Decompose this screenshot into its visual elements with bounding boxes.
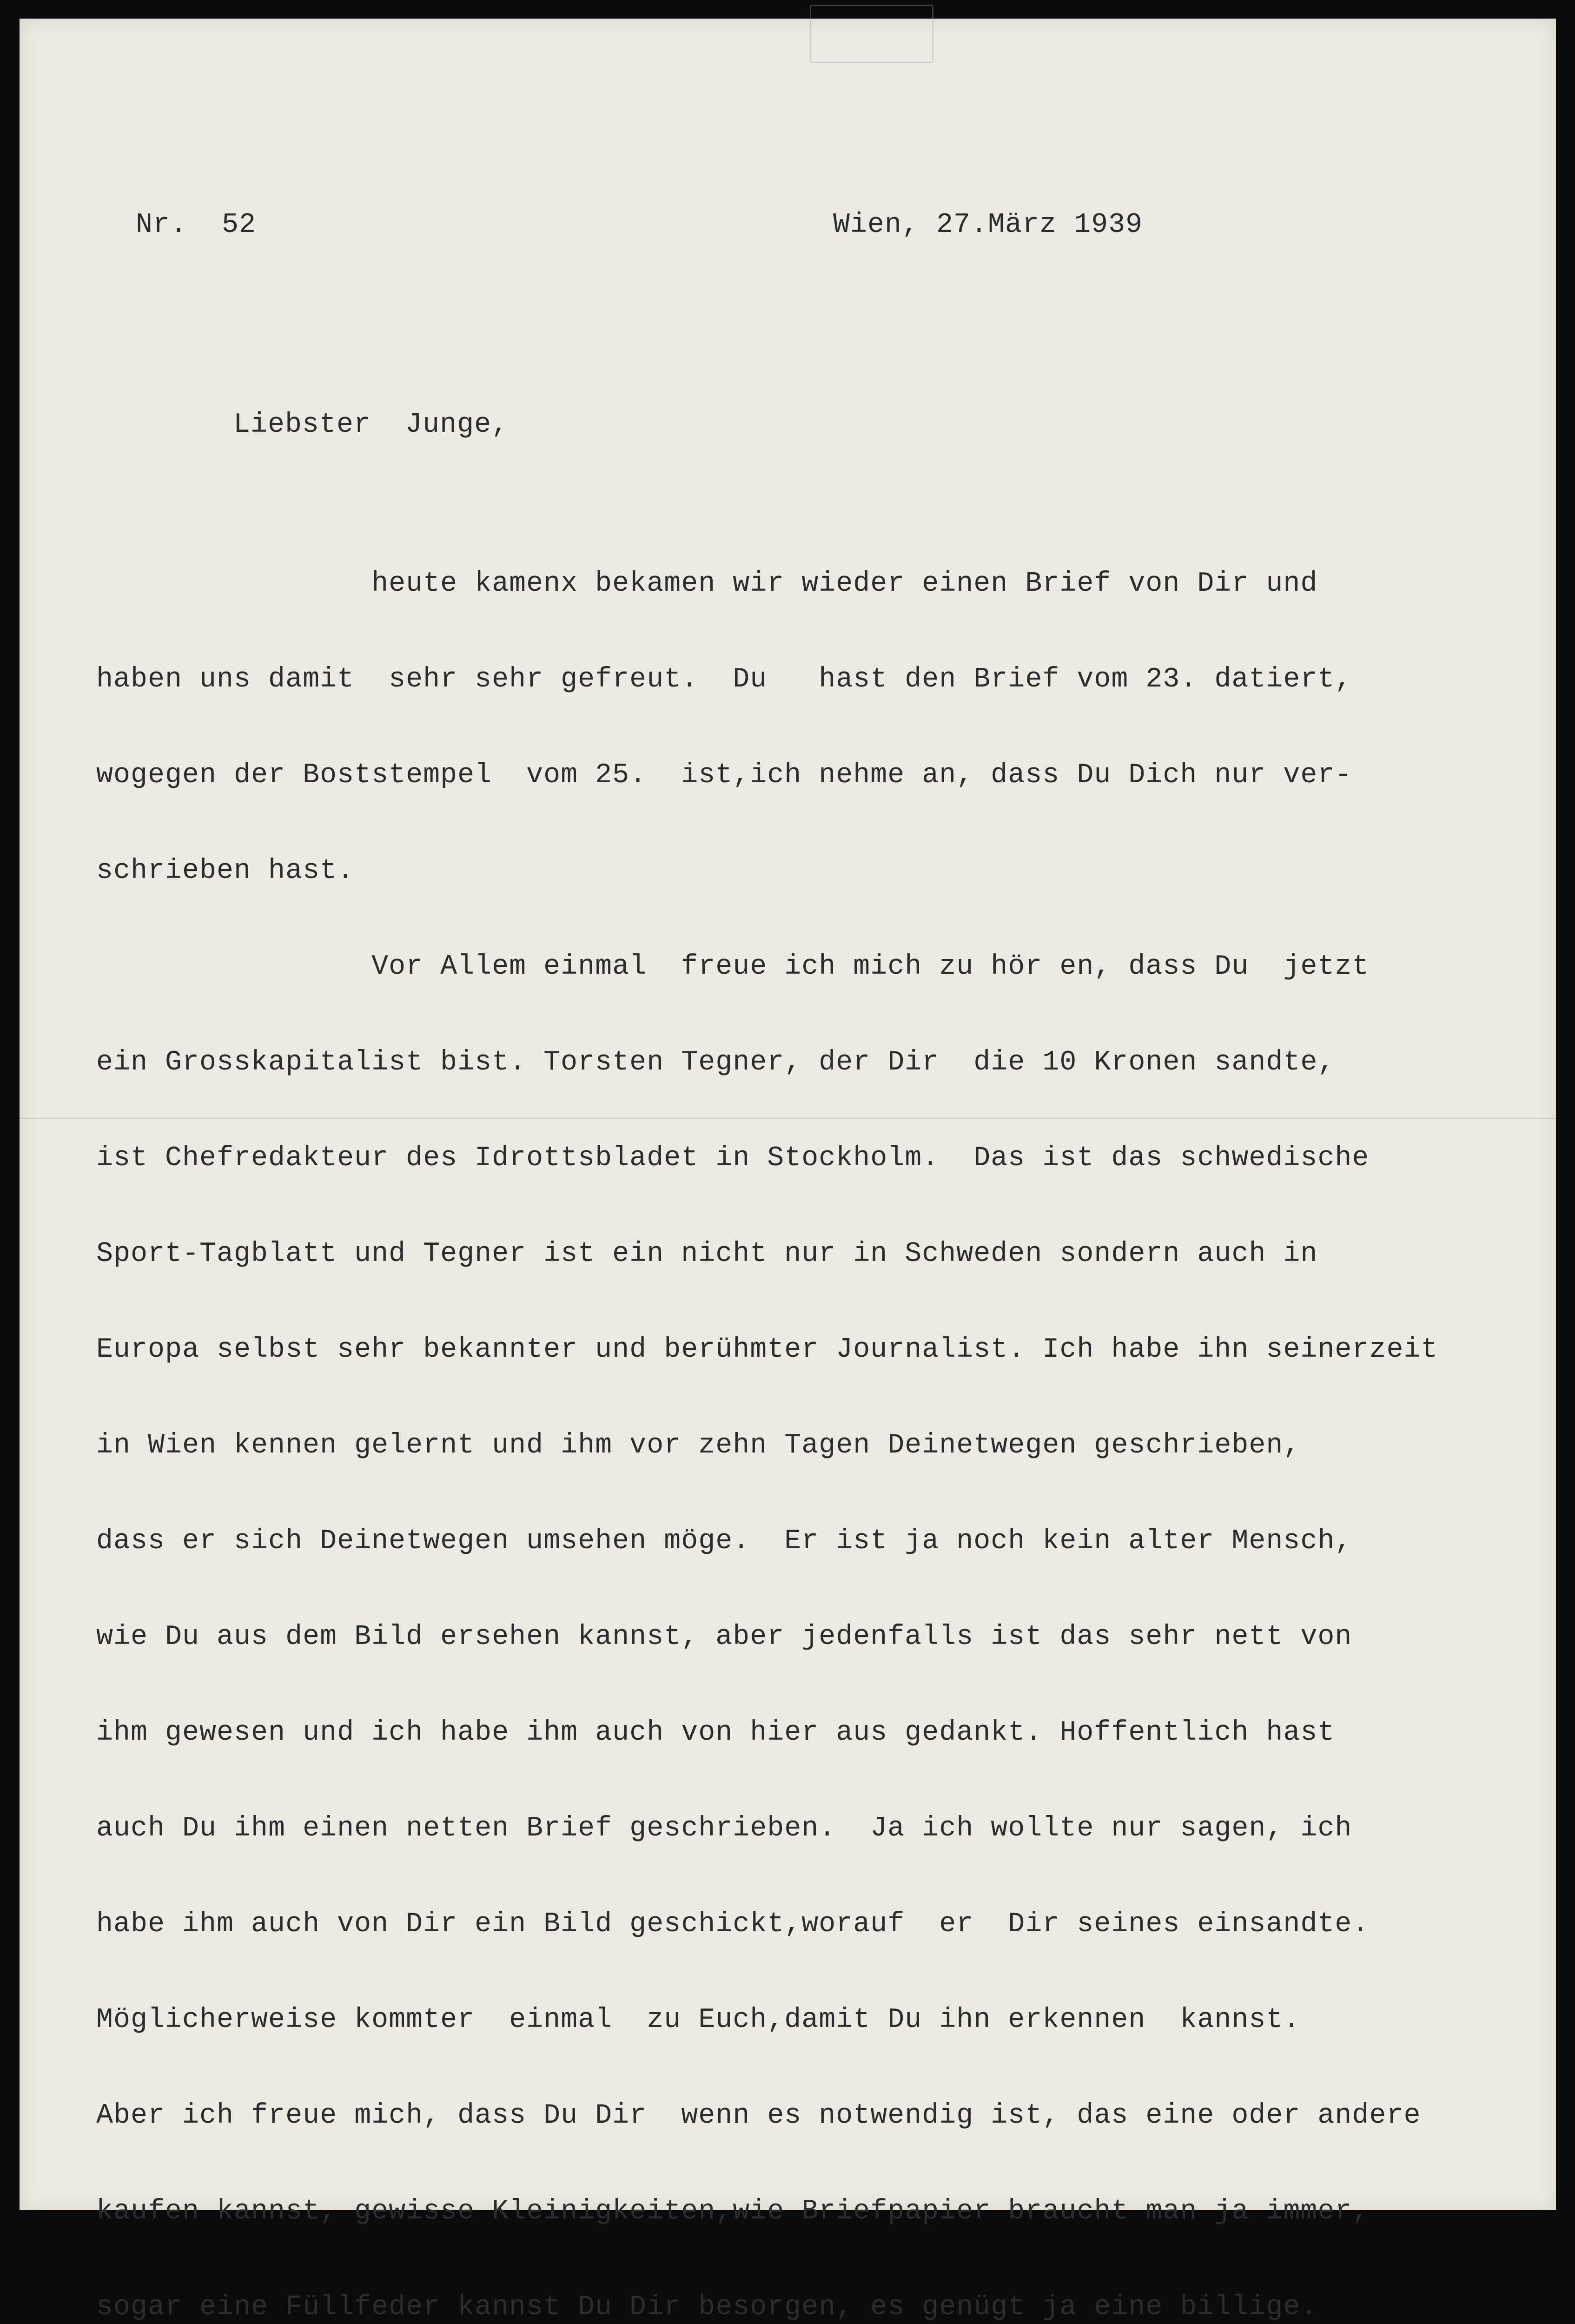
- body-line: Möglicherweise kommter einmal zu Euch,damit Du ihn erkennen kannst.: [96, 2004, 1301, 2036]
- body-line: heute kamenx bekamen wir wieder einen Brief von Dir und: [96, 568, 1318, 600]
- body-line: wogegen der Boststempel vom 25. ist,ich nehme an, dass Du Dich nur ver-: [96, 759, 1352, 791]
- body-line: ihm gewesen und ich habe ihm auch von hier aus gedankt. Hoffentlich hast: [96, 1717, 1335, 1749]
- letter-page: [20, 19, 1556, 2323]
- salutation: Liebster Junge,: [233, 409, 509, 441]
- body-line: wie Du aus dem Bild ersehen kannst, aber jedenfalls ist das sehr nett von: [96, 1621, 1352, 1653]
- body-line: Vor Allem einmal freue ich mich zu hör en, dass Du jetzt: [96, 951, 1370, 983]
- body-line: kaufen kannst, gewisse Kleinigkeiten,wie Briefpapier braucht man ja immer,: [96, 2196, 1370, 2227]
- body-line: Sport-Tagblatt und Tegner ist ein nicht nur in Schweden sondern auch in: [96, 1238, 1318, 1270]
- body-line: sogar eine Füllfeder kannst Du Dir besorgen, es genügt ja eine billige.: [96, 2291, 1318, 2323]
- body-line: schrieben hast.: [96, 855, 355, 887]
- place-date: Wien, 27.März 1939: [833, 209, 1143, 241]
- body-line: dass er sich Deinetwegen umsehen möge. Er ist ja noch kein alter Mensch,: [96, 1525, 1352, 1557]
- body-line: haben uns damit sehr sehr gefreut. Du hast den Brief vom 23. datiert,: [96, 664, 1352, 695]
- body-line: ein Grosskapitalist bist. Torsten Tegner, der Dir die 10 Kronen sandte,: [96, 1047, 1335, 1078]
- body-line: ist Chefredakteur des Idrottsbladet in Stockholm. Das ist das schwedische: [96, 1142, 1370, 1174]
- letter-body: [96, 504, 1551, 2324]
- body-line: Europa selbst sehr bekannter und berühmter Journalist. Ich habe ihn seinerzeit: [96, 1334, 1438, 1366]
- body-line: in Wien kennen gelernt und ihm vor zehn Tagen Deinetwegen geschrieben,: [96, 1430, 1301, 1461]
- body-line: auch Du ihm einen netten Brief geschrieben. Ja ich wollte nur sagen, ich: [96, 1813, 1352, 1844]
- body-line: habe ihm auch von Dir ein Bild geschickt,worauf er Dir seines einsandte.: [96, 1908, 1370, 1940]
- stamp-mark: [810, 5, 933, 63]
- letter-number: Nr. 52: [136, 209, 257, 241]
- body-line: Aber ich freue mich, dass Du Dir wenn es notwendig ist, das eine oder andere: [96, 2100, 1421, 2132]
